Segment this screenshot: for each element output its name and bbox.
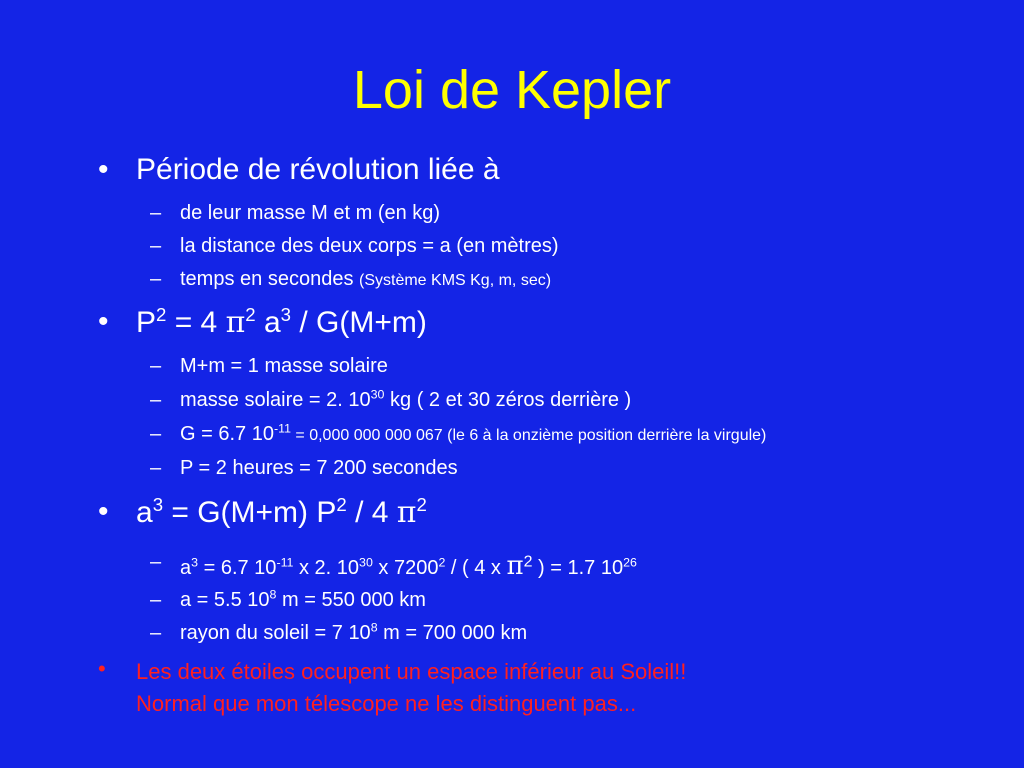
bullet-marker: • <box>98 656 106 681</box>
conclusion-line-2: Normal que mon télescope ne les distinguent pas... <box>136 691 637 716</box>
bullet-marker: • <box>98 153 109 186</box>
sub-item-main-text: temps en secondes <box>180 268 354 290</box>
sub-item-text: G = 6.7 $10^{-11} = 0,000$ 000 000 067 (le 6 à la onzième position derrière la virgule) <box>180 421 767 445</box>
sub-item-text: a = 5.5 $10^8$ m = 550 000 km <box>180 587 426 611</box>
sub-item-text: rayon du soleil = 7 $10^8$ m = 700 000 km <box>180 620 528 644</box>
dash-marker: – <box>150 423 162 445</box>
dash-marker: – <box>150 622 162 644</box>
dash-marker: – <box>150 389 162 411</box>
dash-marker: – <box>150 355 162 377</box>
dash-marker: – <box>150 551 162 573</box>
sub-item-text <box>180 268 551 291</box>
conclusion-text <box>136 656 686 720</box>
sub-item-text: $a^3 = 6.7$ $10^{-11}$ x 2. $10^{30}$ x 7200$^2$ / ( 4 x $\pi^2$ ) = 1.7 $10^{26}$ <box>180 551 637 581</box>
sub-item-text: M+m = 1 masse solaire <box>180 355 388 377</box>
sub-item-text: P = 2 heures = 7 200 secondes <box>180 457 458 479</box>
dash-marker: – <box>150 268 162 290</box>
dash-marker: – <box>150 202 162 224</box>
sub-item-text: de leur masse M et m (en kg) <box>180 202 441 224</box>
dash-marker: – <box>150 457 162 479</box>
slide-title: Loi de Kepler <box>352 60 672 120</box>
pi-symbol: π <box>396 495 417 530</box>
pi-symbol: π <box>225 305 246 340</box>
sub-item-text: masse solaire = 2. $10^{30}$ kg ( 2 et 30 zéros derrière ) <box>180 387 632 411</box>
pi-symbol: π <box>506 551 524 581</box>
bullet-marker: • <box>98 495 109 528</box>
dash-marker: – <box>150 589 162 611</box>
bullet-marker: • <box>98 305 109 338</box>
sub-item-text: la distance des deux corps = a (en mètres) <box>180 235 559 257</box>
conclusion-line-1: Les deux étoiles occupent un espace inférieur au Soleil!! <box>136 659 687 684</box>
units-note: (Système KMS Kg, m, sec) <box>359 272 552 289</box>
dash-marker: – <box>150 235 162 257</box>
formula-text: $P^2 = 4$ $\pi^2$ $a^3 / G(M+m)$ <box>136 304 427 340</box>
bullet-text: Période de révolution liée à <box>136 153 500 186</box>
formula-text: $a^3 = G(M+m)$ $P^2 / 4$ $\pi^2$ <box>136 494 427 530</box>
